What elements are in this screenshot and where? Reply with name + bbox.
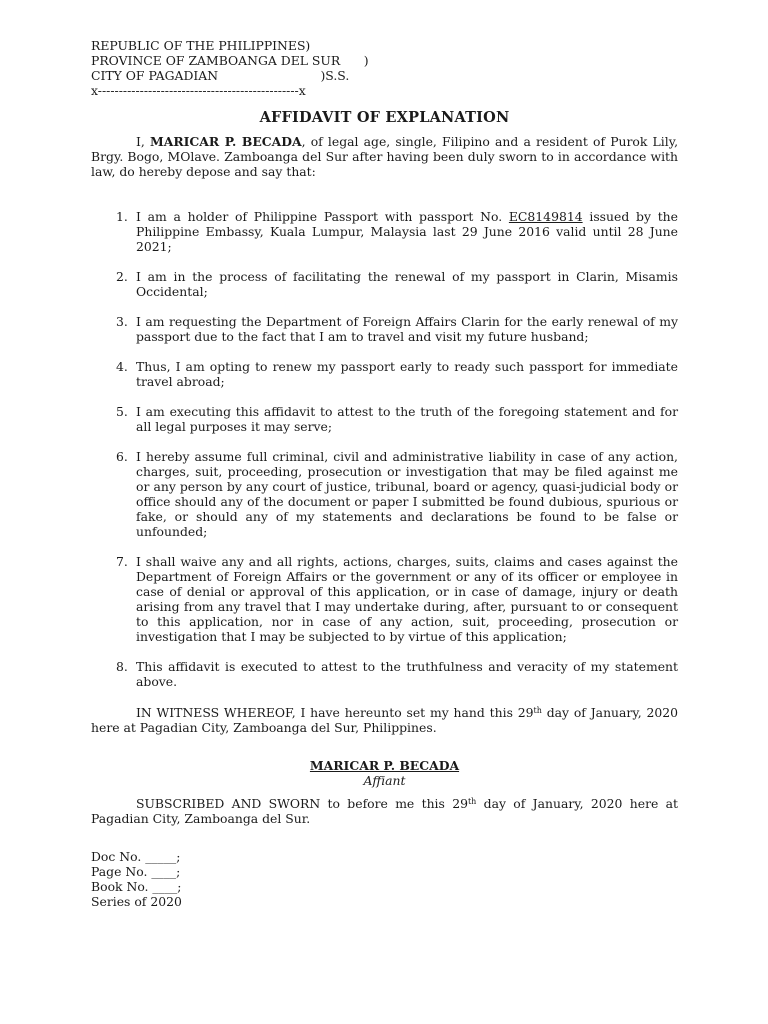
item-number: 7. — [116, 554, 128, 569]
list-item — [91, 269, 678, 299]
jurat-clause: SUBSCRIBED AND SWORN to before me this 29th day of January, 2020 here at Pagadian City, Zamboanga del Sur. — [91, 796, 679, 826]
venue-republic: REPUBLIC OF THE PHILIPPINES) — [91, 38, 311, 53]
intro-text: , of legal age, single, Filipino and a resident of Purok Lily, Brgy. Bogo, MOlave. Zamboanga del Sur after having been duly sworn to in accordance with law, do hereby depose and say that: — [91, 134, 679, 179]
list-item — [91, 659, 678, 689]
jurat-ordinal: th — [467, 797, 477, 806]
item-number: 6. — [116, 449, 128, 464]
intro-paragraph — [91, 134, 678, 179]
item-text: This affidavit is executed to attest to the truthfulness and veracity of my statement above. — [136, 659, 678, 689]
doc-number: Doc No. _____; — [91, 849, 181, 864]
witness-clause: IN WITNESS WHEREOF, I have hereunto set my hand this 29th day of January, 2020 here at Pagadian City, Zamboanga del Sur, Philippines. — [91, 705, 678, 735]
list-item — [91, 449, 678, 539]
list-item — [91, 554, 678, 644]
list-item — [91, 209, 678, 254]
item-number: 1. — [116, 209, 128, 224]
item-number: 8. — [116, 659, 128, 674]
list-item — [91, 404, 678, 434]
item-text: I am a holder of Philippine Passport with passport No. EC8149814 issued by the Philippine Embassy, Kuala Lumpur, Malaysia last 29 June 2016 valid until 28 June 2021; — [136, 209, 678, 254]
item-text: I am executing this affidavit to attest to the truth of the foregoing statement and for all legal purposes it may serve; — [136, 404, 678, 434]
intro-prefix: I, — [136, 134, 150, 149]
signature-block — [91, 758, 678, 788]
item-text: I am requesting the Department of Foreign Affairs Clarin for the early renewal of my passport due to the fact that I am to travel and visit my future husband; — [136, 314, 678, 344]
item-number: 4. — [116, 359, 128, 374]
document-title: AFFIDAVIT OF EXPLANATION — [259, 109, 510, 126]
notarial-register — [91, 849, 678, 909]
affiant-signature-name: MARICAR P. BECADA — [309, 758, 460, 773]
item-number: 2. — [116, 269, 128, 284]
item-text: I shall waive any and all rights, actions, charges, suits, claims and cases against the Department of Foreign Affairs or the government or any of its officer or employee in case of denial or approval of this application, or in case of damage, injury or death arising from any travel that I may undertake during, after, pursuant to or consequent to this application, nor in case of any action, suit, proceeding, prosecution or investigation that I may be subjected to by virtue of this application; — [136, 554, 678, 644]
list-item — [91, 314, 678, 344]
venue-separator: x------------------------------------------------x — [91, 83, 306, 98]
statement-list — [91, 209, 678, 689]
book-number: Book No. ____; — [91, 879, 182, 894]
item-number: 5. — [116, 404, 128, 419]
venue-city: CITY OF PAGADIAN )S.S. — [91, 68, 350, 83]
item-number: 3. — [116, 314, 128, 329]
affidavit-page — [91, 38, 678, 909]
affiant-name-inline: MARICAR P. BECADA — [150, 134, 302, 149]
page-number: Page No. ____; — [91, 864, 181, 879]
item-text: I am in the process of facilitating the renewal of my passport in Clarin, Misamis Occidental; — [136, 269, 678, 299]
item-text: Thus, I am opting to renew my passport early to ready such passport for immediate travel abroad; — [136, 359, 678, 389]
witness-ordinal: th — [533, 706, 542, 715]
passport-number: EC8149814 — [508, 209, 583, 224]
venue-block — [91, 38, 678, 98]
item-text: I hereby assume full criminal, civil and administrative liability in case of any action, charges, suit, proceeding, prosecution or investigation that may be filed against me or any person by any court of justice, tribunal, board or agency, quasi-judicial body or office should any of the document or paper I submitted be found dubious, spurious or fake, or should any of my statements and declarations be found to be false or unfounded; — [136, 449, 678, 539]
venue-province: PROVINCE OF ZAMBOANGA DEL SUR ) — [91, 53, 369, 68]
list-item — [91, 359, 678, 389]
affiant-label: Affiant — [363, 773, 406, 788]
series-year: Series of 2020 — [91, 894, 182, 909]
